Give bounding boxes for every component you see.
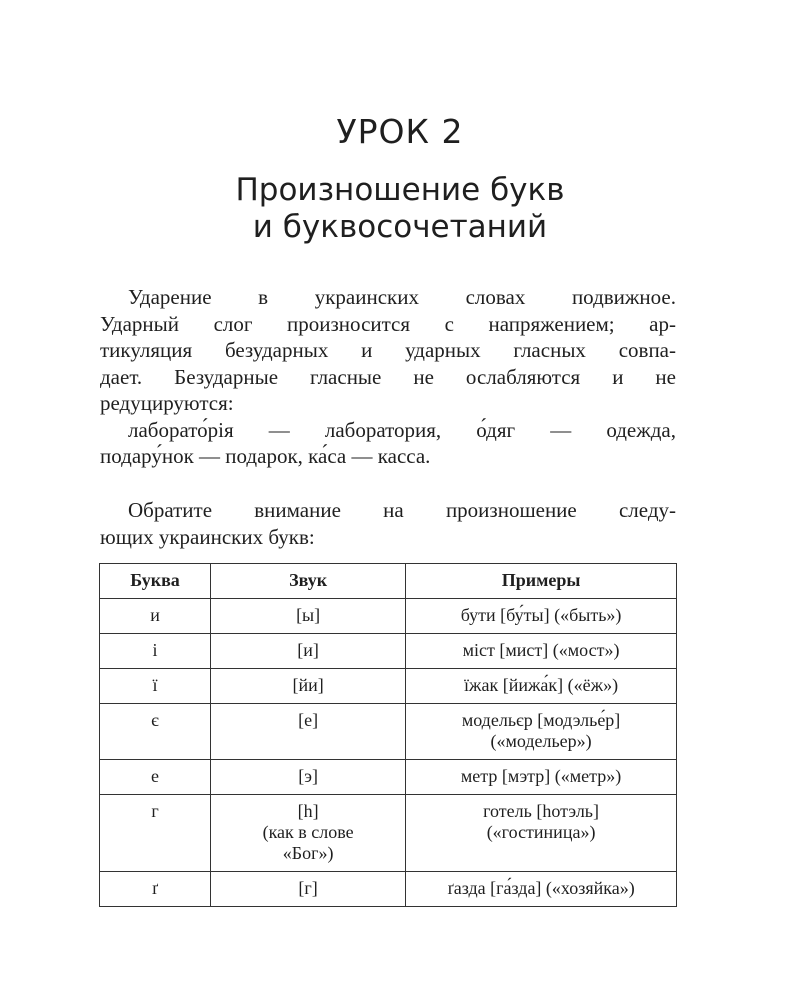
paragraph-line: дает. Безударные гласные не ослабляются и не xyxy=(100,364,676,389)
letter-cell: є xyxy=(100,704,211,760)
examples-cell xyxy=(406,704,677,760)
example-line: лаборато́рія — лаборатория, о́дяг — одежда, xyxy=(128,417,676,442)
paragraph-line: тикуляция безударных и ударных гласных совпа- xyxy=(100,338,676,362)
letter-cell: и xyxy=(100,599,211,634)
letter-cell: ї xyxy=(100,669,211,704)
title-line: и буквосочетаний xyxy=(252,209,548,245)
paragraph-line: Ударный слог произносится с напряжением; ар- xyxy=(100,311,676,336)
sound-cell xyxy=(211,634,406,669)
table-row xyxy=(100,760,677,795)
sound-cell-line: (как в слове xyxy=(262,822,354,842)
letter-cell: е xyxy=(100,760,211,795)
stress-paragraph xyxy=(100,284,676,470)
sound-cell xyxy=(211,872,406,907)
sound-cell xyxy=(211,795,406,872)
table-row xyxy=(100,599,677,634)
table-header-row xyxy=(100,564,677,599)
sound-cell-line: [э] xyxy=(298,766,318,786)
lesson-number: УРОК 2 xyxy=(336,112,464,151)
sound-cell xyxy=(211,704,406,760)
paragraph-line: ющих украинских букв: xyxy=(100,524,315,549)
sound-cell xyxy=(211,669,406,704)
examples-cell-line: бути [бу́ты] («быть») xyxy=(460,605,622,625)
paragraph-line: редуцируются: xyxy=(100,391,234,415)
table-row xyxy=(100,795,677,872)
examples-cell-line: («гостиница») xyxy=(486,822,596,842)
sound-cell-line: [ы] xyxy=(296,605,321,625)
examples-cell-line: модельєр [модэлье́р] xyxy=(461,710,621,730)
sound-cell xyxy=(211,760,406,795)
pronunciation-table xyxy=(99,563,677,907)
table-row xyxy=(100,669,677,704)
letter-cell: ґ xyxy=(100,872,211,907)
letter-cell: г xyxy=(100,795,211,872)
lesson-title xyxy=(0,172,800,246)
examples-cell-line: їжак [йижа́к] («ёж») xyxy=(464,675,619,695)
examples-cell-line: («модельер») xyxy=(490,731,592,751)
table-row xyxy=(100,872,677,907)
examples-cell-line: метр [мэтр] («метр») xyxy=(460,766,622,786)
letter-cell: і xyxy=(100,634,211,669)
column-header-letter: Буква xyxy=(100,564,211,599)
sound-cell-line: [и] xyxy=(297,640,319,660)
examples-cell xyxy=(406,872,677,907)
example-line: подару́нок — подарок, ка́са — касса. xyxy=(100,444,431,468)
examples-cell-line: міст [мист] («мост») xyxy=(462,640,620,660)
column-header-sound: Звук xyxy=(211,564,406,599)
examples-cell xyxy=(406,669,677,704)
table-body xyxy=(100,599,677,907)
examples-cell-line: ґазда [га́зда] («хозяйка») xyxy=(447,878,635,898)
sound-cell-line: [е] xyxy=(298,710,319,730)
examples-cell xyxy=(406,634,677,669)
examples-cell xyxy=(406,599,677,634)
attention-paragraph xyxy=(100,497,676,550)
table-row xyxy=(100,634,677,669)
paragraph-line: Ударение в украинских словах подвижное. xyxy=(128,285,676,309)
sound-cell xyxy=(211,599,406,634)
examples-cell xyxy=(406,760,677,795)
examples-cell-line: готель [hотэль] xyxy=(483,801,600,821)
examples-cell xyxy=(406,795,677,872)
title-line: Произношение букв xyxy=(235,172,565,208)
paragraph-line: Обратите внимание на произношение следу- xyxy=(128,498,676,522)
column-header-examples: Примеры xyxy=(406,564,677,599)
sound-cell-line: [h] xyxy=(297,801,319,821)
table-row xyxy=(100,704,677,760)
sound-cell-line: [г] xyxy=(298,878,318,898)
sound-cell-line: «Бог») xyxy=(282,843,334,863)
sound-cell-line: [йи] xyxy=(292,675,324,695)
